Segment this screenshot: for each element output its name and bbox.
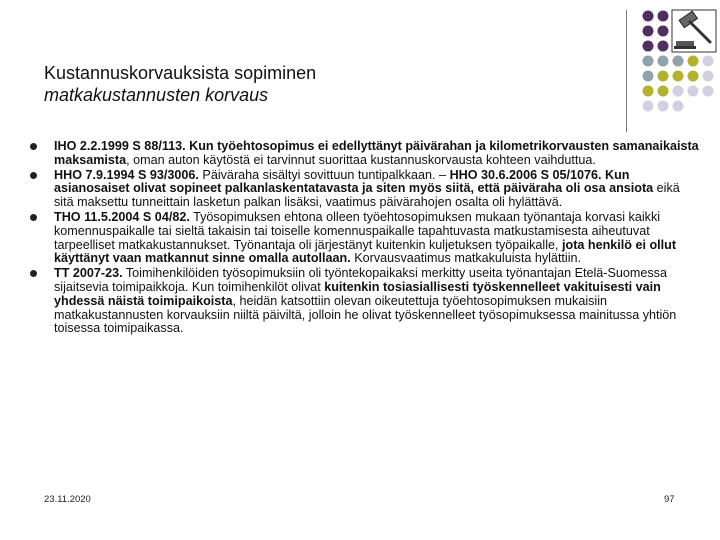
dot: [643, 26, 654, 37]
decorative-dot-grid: [640, 8, 720, 120]
page-number: 97: [664, 494, 675, 505]
bullet-icon: [30, 270, 37, 277]
dot: [658, 101, 669, 112]
dot: [658, 71, 669, 82]
list-item: [30, 267, 700, 336]
gavel-icon: [672, 10, 716, 52]
slide-title: [44, 62, 564, 106]
case-text: , heidän katsottiin olevan oikeutettuja työehtosopimuksen mukaisiin matkakustannusten korvauksiin niiltä päiviltä, jolloin he olivat työskennelleet työsopimuksessa mainitussa yhtiön toisessa toimipaikassa.: [54, 293, 677, 336]
dot: [703, 56, 714, 67]
dot: [688, 56, 699, 67]
case-text: , oman auton käytöstä ei tarvinnut suorittaa kustannuskorvausta kohteen vaihduttua.: [126, 152, 596, 167]
dot: [673, 56, 684, 67]
dot: [688, 71, 699, 82]
case-reference: TT 2007-23.: [54, 266, 123, 281]
body-bullet-list: [30, 140, 700, 337]
dot: [703, 86, 714, 97]
dot: [643, 101, 654, 112]
case-reference: HHO 7.9.1994 S 93/3006.: [54, 167, 199, 182]
dot: [673, 71, 684, 82]
bullet-icon: [30, 214, 37, 221]
bullet-icon: [30, 143, 37, 150]
dot: [658, 26, 669, 37]
dot: [673, 101, 684, 112]
dot: [673, 86, 684, 97]
case-text: Työsopimuksen ehtona olleen työehtosopimuksen mukaan työnantaja korvasi kaikki komennuspaikalle tai sieltä takaisin tai toiselle komennuspaikalle tapahtuvasta matkustamisesta aiheutuvat tarpeelliset matkakustannukset. Työnantaja oli järjestänyt kuitenkin kuljetuksen työpaikalle,: [54, 209, 661, 252]
footer-date: 23.11.2020: [44, 494, 91, 505]
decorative-divider: [626, 10, 627, 132]
case-text: Korvausvaatimus matkakuluista hylättiin.: [350, 251, 582, 266]
dot: [703, 71, 714, 82]
dot: [643, 56, 654, 67]
title-line-2: matkakustannusten korvaus: [44, 85, 269, 105]
list-item: [30, 211, 700, 266]
dot: [643, 11, 654, 22]
dot: [643, 41, 654, 52]
case-text: Päiväraha sisältyi sovittuun tuntipalkkaan. –: [198, 167, 450, 182]
dot: [643, 86, 654, 97]
case-emphasis: jota henkilö ei ollut käyttänyt vaan matkannut sinne omalla autollaan.: [54, 237, 677, 266]
case-text: Toimihenkilöiden työsopimuksiin oli työntekopaikaksi merkitty useita työnantajan Etelä-Suomessa sijaitsevia toimipaikkoja. Kun toimihenkilöt olivat: [54, 266, 667, 294]
dot: [688, 86, 699, 97]
dot: [643, 71, 654, 82]
dot: [658, 41, 669, 52]
dot: [658, 56, 669, 67]
case-text: eikä sitä maksettu tunneittain lasketun palkan lisäksi, vaatimus päivärahojen osalta oli hylättävä.: [54, 181, 680, 210]
title-line-1: Kustannuskorvauksista sopiminen: [44, 63, 317, 83]
case-reference: THO 11.5.2004 S 04/82.: [54, 209, 190, 224]
list-item: [30, 169, 700, 210]
case-emphasis: HHO 30.6.2006 S 05/1076. Kun asianosaiset olivat sopineet palkanlaskentatavasta ja siten myös siitä, että päiväraha oli osa ansiota: [54, 167, 654, 196]
list-item: [30, 140, 700, 168]
dot: [658, 11, 669, 22]
dot: [658, 86, 669, 97]
case-emphasis: kuitenkin tosiasiallisesti työskennelleet vakituisesti vain yhdessä näistä toimipaikoista: [54, 279, 661, 308]
bullet-icon: [30, 172, 37, 179]
case-reference: IHO 2.2.1999 S 88/113. Kun työehtosopimus ei edellyttänyt päivärahan ja kilometrikorvausten samanaikaista maksamista: [54, 139, 699, 167]
